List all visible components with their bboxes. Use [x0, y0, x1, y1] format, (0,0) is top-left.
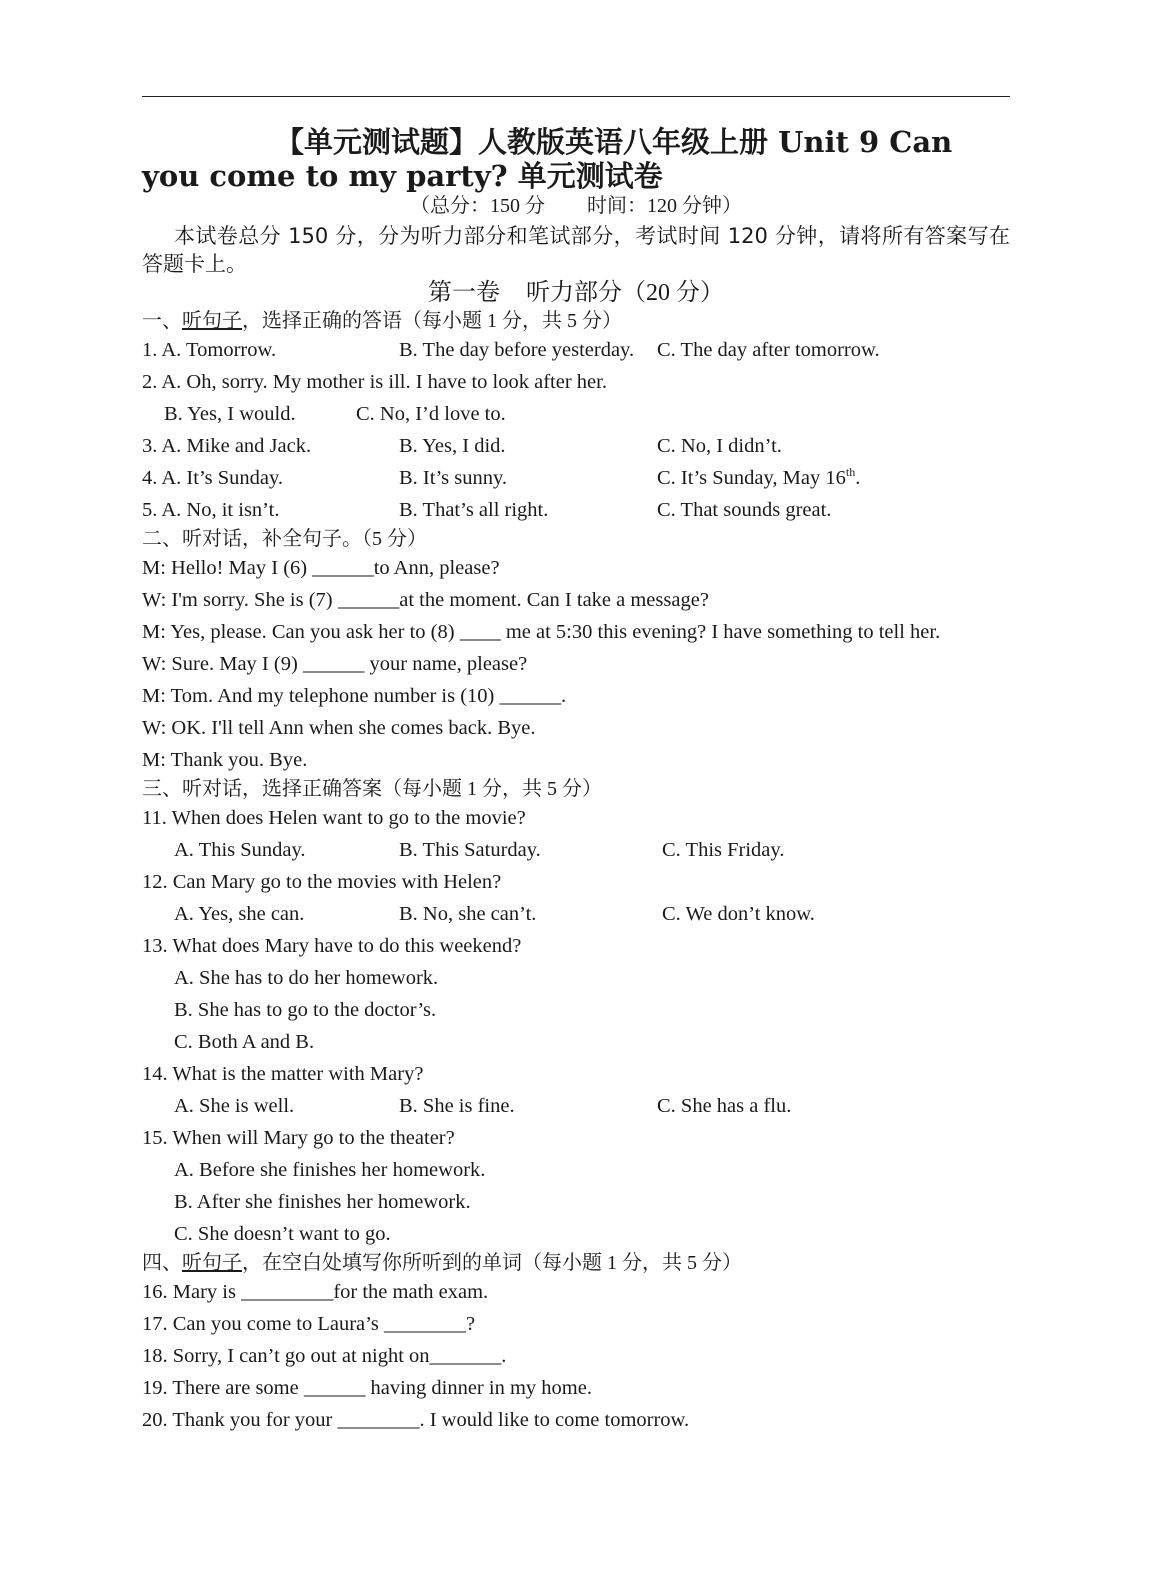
question-12-options: A. Yes, she can. B. No, she can’t. C. We don’t know. [174, 903, 815, 925]
section-two-heading: 二、听对话，补全句子。（5 分） [142, 528, 427, 550]
question-13: 13. What does Mary have to do this weekend? [142, 935, 522, 957]
question-1: 1. A. Tomorrow. B. The day before yesterday. C. The day after tomorrow. [142, 339, 880, 361]
question-5: 5. A. No, it isn’t. B. That’s all right. C. That sounds great. [142, 499, 832, 521]
fill-blank-question: 20. Thank you for your ________. I would like to come tomorrow. [142, 1409, 690, 1431]
question-4: 4. A. It’s Sunday. B. It’s sunny. C. It’s Sunday, May 16th. [142, 465, 861, 489]
question-13-option: A. She has to do her homework. [174, 967, 439, 989]
question-15-option: B. After she finishes her homework. [174, 1191, 471, 1213]
question-12: 12. Can Mary go to the movies with Helen? [142, 871, 502, 893]
question-15-option: C. She doesn’t want to go. [174, 1223, 391, 1245]
dialog-line: M: Thank you. Bye. [142, 749, 308, 771]
exam-time: 时间：120 分钟） [587, 195, 742, 217]
score-time-line [142, 193, 1010, 220]
dialog-line: M: Hello! May I (6) ______to Ann, please? [142, 557, 500, 579]
dialog-line: W: I'm sorry. She is (7) ______at the moment. Can I take a message? [142, 589, 709, 611]
question-15: 15. When will Mary go to the theater? [142, 1127, 455, 1149]
question-2-options: B. Yes, I would. C. No, I’d love to. [164, 403, 506, 425]
total-score: （总分：150 分 [410, 195, 545, 217]
fill-blank-question: 18. Sorry, I can’t go out at night on_______. [142, 1345, 507, 1367]
dialog-line: W: OK. I'll tell Ann when she comes back. Bye. [142, 717, 536, 739]
question-11: 11. When does Helen want to go to the movie? [142, 807, 526, 829]
fill-blank-question: 17. Can you come to Laura’s ________? [142, 1313, 476, 1335]
document-title: 【单元测试题】人教版英语八年级上册 Unit 9 Can you come to my party? 单元测试卷 [142, 125, 953, 193]
document-content [142, 125, 1010, 1436]
section-one-heading: 一、听句子，选择正确的答语（每小题 1 分，共 5 分） [142, 310, 622, 332]
dialog-line: M: Yes, please. Can you ask her to (8) ____ me at 5:30 this evening? I have something to tell her. [142, 621, 941, 643]
dialog-line: M: Tom. And my telephone number is (10) ______. [142, 685, 567, 707]
exam-instructions: 本试卷总分 150 分，分为听力部分和笔试部分，考试时间 120 分钟，请将所有答案写在答题卡上。 [142, 224, 1010, 276]
fill-blank-question: 19. There are some ______ having dinner in my home. [142, 1377, 592, 1399]
header-rule [142, 96, 1010, 97]
dialog-line: W: Sure. May I (9) ______ your name, please? [142, 653, 528, 675]
question-15-option: A. Before she finishes her homework. [174, 1159, 486, 1181]
question-11-options: A. This Sunday. B. This Saturday. C. This Friday. [174, 839, 785, 861]
part-one-heading: 第一卷 听力部分（20 分） [428, 280, 724, 306]
section-three-heading: 三、听对话，选择正确答案（每小题 1 分，共 5 分） [142, 778, 602, 800]
question-14-options: A. She is well. B. She is fine. C. She has a flu. [174, 1095, 792, 1117]
question-3: 3. A. Mike and Jack. B. Yes, I did. C. No, I didn’t. [142, 435, 782, 457]
question-2: 2. A. Oh, sorry. My mother is ill. I have to look after her. [142, 371, 607, 393]
question-13-option: C. Both A and B. [174, 1031, 315, 1053]
question-13-option: B. She has to go to the doctor’s. [174, 999, 437, 1021]
question-14: 14. What is the matter with Mary? [142, 1063, 424, 1085]
fill-blank-question: 16. Mary is _________for the math exam. [142, 1281, 489, 1303]
section-four-heading: 四、听句子，在空白处填写你所听到的单词（每小题 1 分，共 5 分） [142, 1252, 742, 1274]
